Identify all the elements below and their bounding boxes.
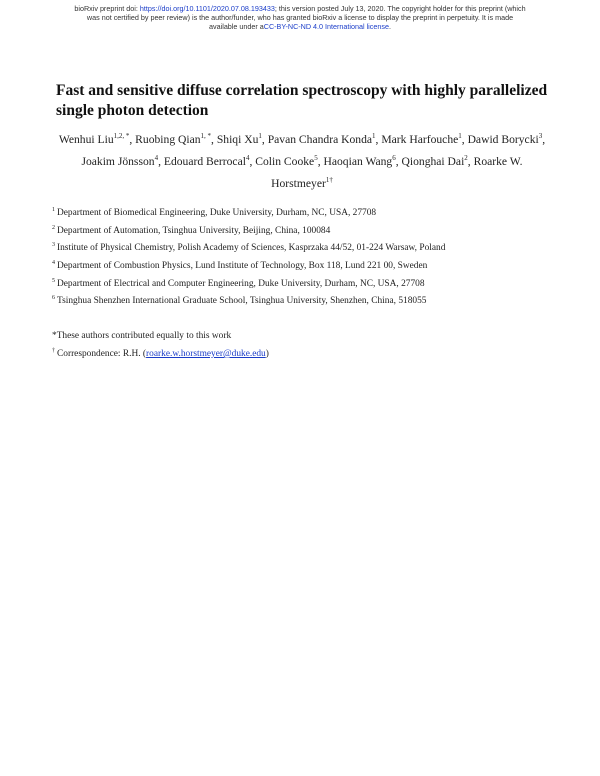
affiliation-item [52,293,572,311]
author-name: Wenhui Liu [58,133,114,146]
author-affiliation-mark: 4 [154,154,159,162]
affiliation-item [52,205,572,223]
author-name: Qionghai Dai [401,155,465,168]
affiliation-item [52,276,572,294]
author-affiliation-mark: 1,2, * [113,132,130,140]
equal-contribution-note: *These authors contributed equally to this work [52,331,232,341]
affiliation-number: 5 [52,277,55,284]
affiliation-list [52,205,572,311]
affiliation-number: 4 [52,260,55,267]
header-line-1: bioRxiv preprint doi: https://doi.org/10.1101/2020.07.08.193433; this version posted July 13, 2020. The copyright holder for this preprint (which [74,4,526,13]
author-name: Colin Cooke [255,155,315,168]
affiliation-number: 1 [52,207,55,213]
author-name: Ruobing Qian [135,133,201,146]
author-affiliation-mark: 1 [372,132,376,140]
affiliation-text: Institute of Physical Chemistry, Polish Academy of Sciences, Kasprzaka 44/52, 01-224 Warsaw, Poland [57,243,446,254]
author-affiliation-mark: 4 [245,154,250,162]
affiliation-item [52,240,572,258]
affiliation-text: Department of Electrical and Computer Engineering, Duke University, Durham, NC, USA, 27708 [57,278,425,289]
author-affiliation-mark: 1 [258,132,262,140]
affiliation-text: Department of Biomedical Engineering, Duke University, Durham, NC, USA, 27708 [57,208,377,218]
author-name: Mark Harfouche [381,133,459,146]
author-list: Wenhui Liu$^{1,2, *}$, Ruobing Qian$^{1, *}$, Shiqi Xu$^1$, Pavan Chandra Konda$^1$, Mark Harfouche$^1$, Dawid Borycki$^3$, Joakim Jönsson$^4$, Edouard Berrocal$^4$, Colin Cooke$^5$, Haoqian Wang$^6$, Qionghai Dai$^2$, Roarke W. Horstmeyer$^{1\dagger}$ [58,132,546,190]
correspondence-note: † Correspondence: R.H. (roarke.w.horstmeyer@duke.edu) [52,348,269,359]
affiliation-text: Department of Combustion Physics, Lund Institute of Technology, Box 118, Lund 221 00, Sweden [57,261,428,272]
author-name: Pavan Chandra Konda [267,133,373,146]
header-line-2: was not certified by peer review) is the author/funder, who has granted bioRxiv a license to display the preprint in perpetuity. It is made [86,13,514,22]
paper-title: Fast and sensitive diffuse correlation spectroscopy with highly parallelized single photon detection [56,82,548,119]
affiliation-item [52,223,572,241]
doi-link[interactable]: https://doi.org/10.1101/2020.07.08.193433 [139,4,275,13]
affiliation-text: Department of Automation, Tsinghua University, Beijing, China, 100084 [57,225,331,236]
affiliation-number: 2 [52,224,55,231]
affiliation-text: Tsinghua Shenzhen International Graduate School, Tsinghua University, Shenzhen, China, 518055 [57,296,427,307]
author-name: Joakim Jönsson [81,155,155,168]
footnotes [52,327,572,363]
affiliation-number: 6 [52,295,55,302]
author-name: Shiqi Xu [216,133,259,146]
affiliation-number: 3 [52,242,55,249]
author-name: Roarke W. Horstmeyer [271,155,523,190]
correspondence-email-link[interactable]: roarke.w.horstmeyer@duke.edu [146,349,266,359]
affiliation-item [52,258,572,276]
author-affiliation-mark: 1, * [200,132,212,140]
author-affiliation-mark: 1† [325,176,333,184]
author-name: Edouard Berrocal [163,155,246,168]
author-affiliation-mark: 1 [458,132,462,140]
author-affiliation-mark: 2 [464,154,468,162]
preprint-header [30,4,570,31]
author-name: Haoqian Wang [323,155,393,168]
author-name: Dawid Borycki [467,133,539,146]
header-line-3: available under aCC-BY-NC-ND 4.0 International license. [209,22,391,31]
author-affiliation-mark: 5 [314,154,318,162]
author-affiliation-mark: 3 [538,132,543,140]
author-affiliation-mark: 6 [392,154,396,162]
license-link[interactable]: CC-BY-NC-ND 4.0 International license [263,22,389,31]
